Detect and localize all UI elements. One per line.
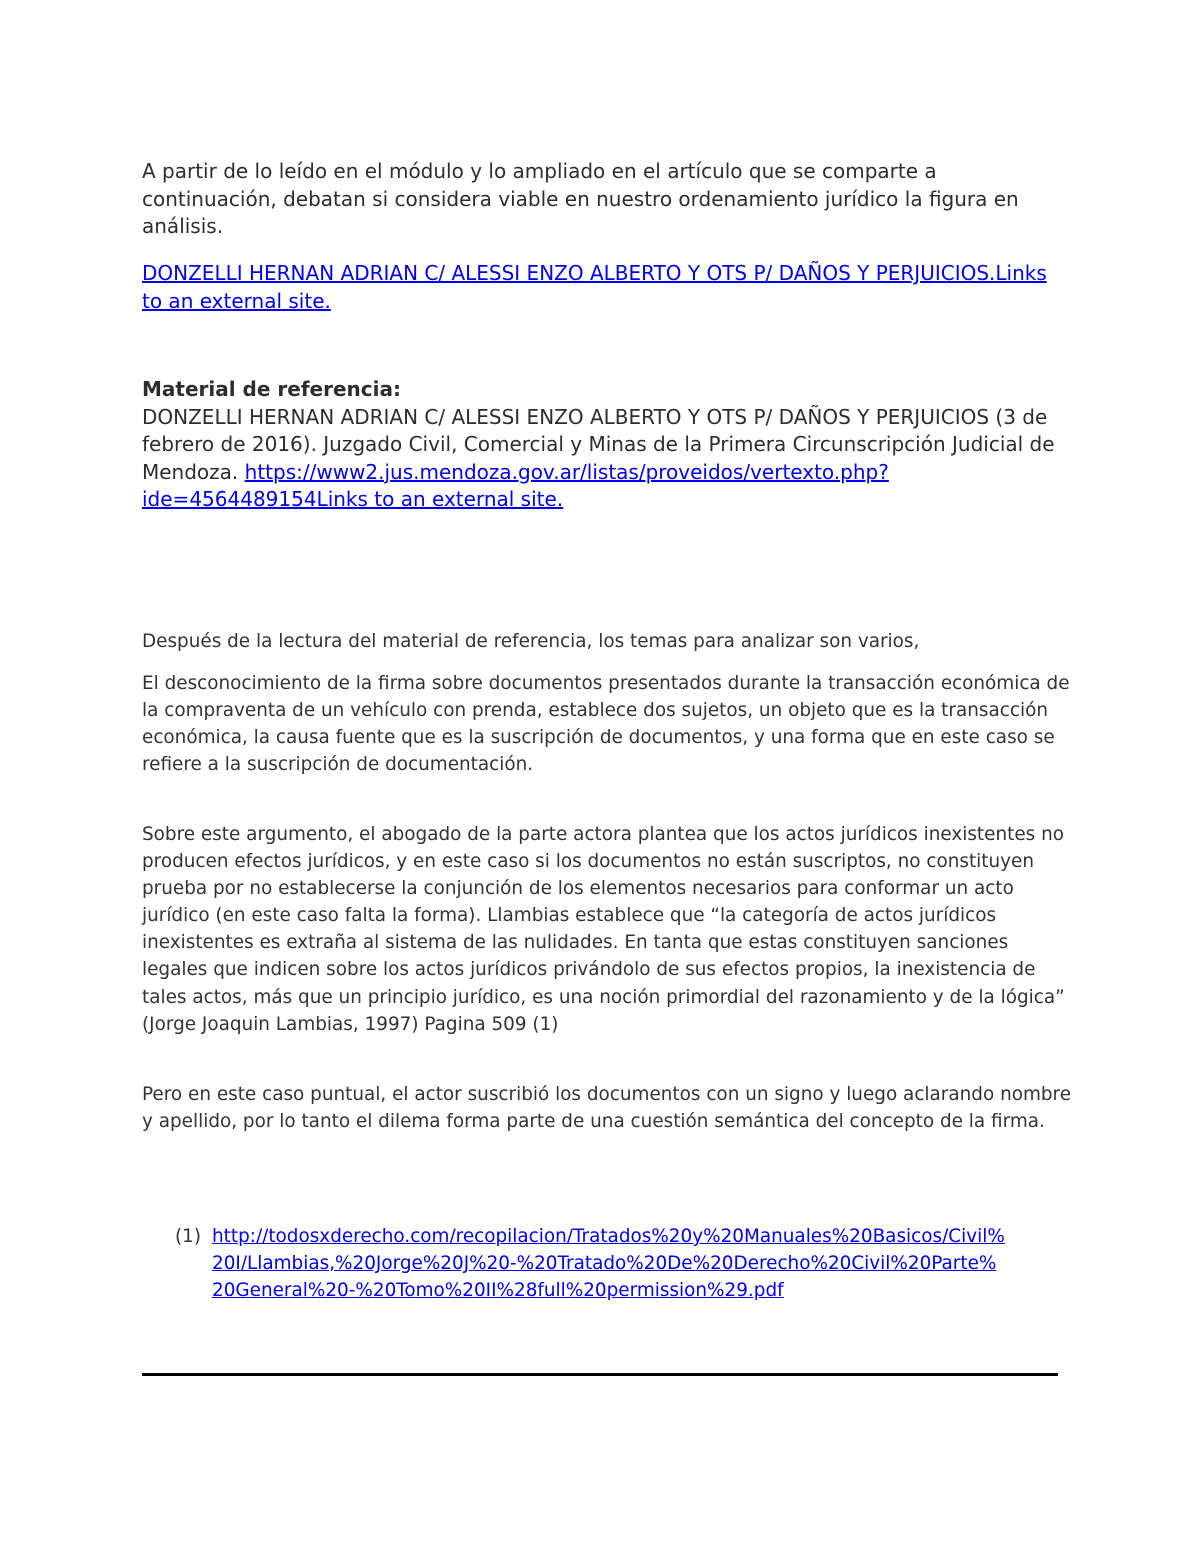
reference-external-link[interactable]: https://www2.jus.mendoza.gov.ar/listas/proveidos/vertexto.php?ide=4564489154Links to an external site. (142, 459, 889, 511)
horizontal-divider (142, 1373, 1058, 1376)
intro-paragraph: A partir de lo leído en el módulo y lo ampliado en el artículo que se comparte a continuación, debatan si considera viable en nuestro ordenamiento jurídico la figura en análisis. (142, 159, 1019, 238)
reference-material-heading: Material de referencia: (142, 377, 401, 401)
case-external-link[interactable]: DONZELLI HERNAN ADRIAN C/ ALESSI ENZO ALBERTO Y OTS P/ DAÑOS Y PERJUICIOS.Links to an external site. (142, 261, 1047, 313)
reference-material-section (142, 376, 1072, 514)
footnote (175, 1223, 1005, 1304)
reference-citation: DONZELLI HERNAN ADRIAN C/ ALESSI ENZO ALBERTO Y OTS P/ DAÑOS Y PERJUICIOS (3 de febrero de 2016). Juzgado Civil, Comercial y Minas de la Primera Circunscripción Judicial de Mendoza. (142, 404, 1055, 484)
body-paragraph-2: El desconocimiento de la firma sobre documentos presentados durante la transacción económica de la compraventa de un vehículo con prenda, establece dos sujetos, un objeto que es la transacción económica, la causa fuente que es la suscripción de documentos, y una forma que en este caso se refiere a la suscripción de documentación. (142, 673, 1070, 776)
body-paragraph-3: Sobre este argumento, el abogado de la parte actora plantea que los actos jurídicos inexistentes no producen efectos jurídicos, y en este caso si los documentos no están suscriptos, no constituyen prueba por no establecerse la conjunción de los elementos necesarios para conformar un acto jurídico (en este caso falta la forma). Llambias establece que “la categoría de actos jurídicos inexistentes es extraña al sistema de las nulidades. En tanta que estas constituyen sanciones legales que indicen sobre los actos jurídicos privándolo de sus efectos propios, la inexistencia de tales actos, más que un principio jurídico, es una noción primordial del razonamiento y de la lógica” (Jorge Joaquin Lambias, 1997) Pagina 509 (1) (142, 824, 1065, 1035)
body-paragraph-1: Después de la lectura del material de referencia, los temas para analizar son varios, (142, 631, 920, 652)
body-paragraph-4: Pero en este caso puntual, el actor suscribió los documentos con un signo y luego aclarando nombre y apellido, por lo tanto el dilema forma parte de una cuestión semántica del concepto de la firma. (142, 1084, 1072, 1133)
case-link-paragraph (142, 259, 1072, 315)
footnote-marker: (1) (175, 1226, 202, 1247)
footnote-link[interactable]: http://todosxderecho.com/recopilacion/Tratados%20y%20Manuales%20Basicos/Civil%20I/Llambias,%20Jorge%20J%20-%20Tratado%20De%20Derecho%20Civil%20Parte%20General%20-%20Tomo%20II%28full%20permission%29.pdf (212, 1226, 1005, 1302)
